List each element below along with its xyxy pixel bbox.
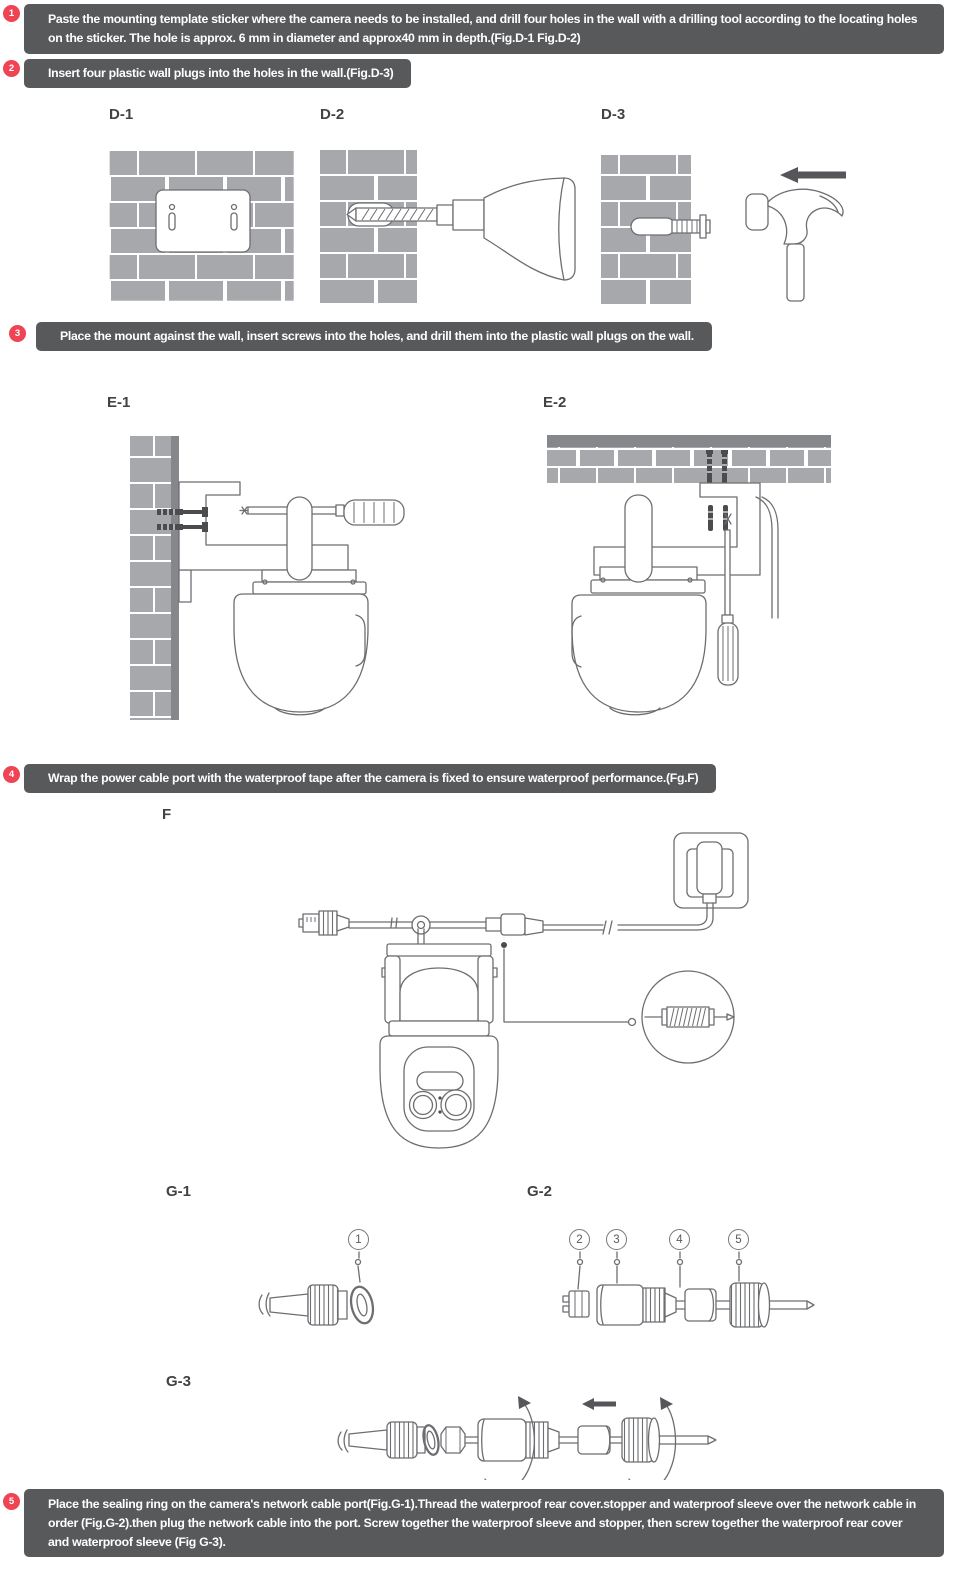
figure-d2-illustration [318, 148, 586, 313]
figure-label-g1: G-1 [166, 1183, 192, 1200]
rj45-connector-icon [299, 911, 349, 935]
sealing-ring-icon [348, 1285, 376, 1326]
step-1-badge: 1 [3, 5, 20, 22]
callout-1: 1 [348, 1229, 369, 1250]
figure-d1-illustration [109, 149, 295, 307]
callout-5: 5 [728, 1229, 749, 1250]
callout-3: 3 [606, 1229, 627, 1250]
camera-icon [380, 944, 498, 1148]
mount-hinge-pill [287, 497, 312, 580]
figure-label-e1: E-1 [107, 394, 131, 411]
figure-label-d1: D-1 [109, 106, 134, 123]
mount-plate-tail [179, 570, 191, 602]
hammer-icon [746, 189, 843, 301]
figure-e1-illustration [125, 430, 415, 725]
step-1-instruction: Paste the mounting template sticker where the camera needs to be installed, and drill four holes in the wall with a drilling tool according to the locating holes on the sticker. The hole is approx. 6 mm in diameter and approx40 mm in depth.(Fig.D-1 Fig.D-2) [24, 4, 944, 54]
stopper-icon [578, 1426, 610, 1454]
step-5-instruction: Place the sealing ring on the camera's network cable port(Fig.G-1).Thread the waterproof rear cover.stopper and waterproof sleeve over the network cable in order (Fig.G-2).then plug the network cable into the port. Screw together the waterproof sleeve and stopper, then screw together the waterproof rear cover and waterproof sleeve (Fig G-3). [24, 1489, 944, 1557]
brick-ceiling [547, 447, 831, 483]
arrow-left-icon [780, 167, 846, 183]
power-outlet-icon [674, 833, 748, 908]
callout-leader-line [356, 1252, 361, 1282]
figure-label-d3: D-3 [601, 106, 626, 123]
camera-mount-bracket [594, 483, 760, 575]
wall-plug-icon [631, 215, 710, 238]
ceiling-edge [547, 435, 831, 447]
callout-4: 4 [669, 1229, 690, 1250]
step-3-instruction: Place the mount against the wall, insert screws into the holes, and drill them into the plastic wall plugs on the wall. [36, 322, 712, 351]
waterproof-tape-detail [501, 942, 734, 1063]
figure-label-e2: E-2 [543, 394, 567, 411]
waterproof-rear-cover-icon [597, 1285, 676, 1325]
mount-hinge-pill [625, 495, 652, 582]
step-5-badge: 5 [3, 1493, 20, 1510]
callout-leader-lines [578, 1252, 742, 1289]
camera-pigtail-cable [349, 914, 543, 944]
figure-f-illustration [290, 825, 750, 1160]
brick-wall [130, 436, 171, 720]
waterproof-sleeve-icon [622, 1418, 660, 1462]
network-cable-tail [659, 1436, 716, 1444]
camera-light-bar [417, 1072, 463, 1090]
screwdriver-icon [240, 500, 404, 525]
mounting-template-sticker [156, 190, 250, 252]
step-4-instruction: Wrap the power cable port with the waterproof tape after the camera is fixed to ensure waterproof performance.(Fg.F) [24, 764, 716, 793]
network-cable-connector [338, 1422, 425, 1458]
step-4-badge: 4 [3, 766, 20, 783]
camera-icon [572, 567, 706, 715]
arrow-left-icon [582, 1398, 616, 1410]
figure-label-g3: G-3 [166, 1373, 192, 1390]
waterproof-rear-cover-icon [478, 1419, 559, 1461]
wall-edge [171, 436, 179, 720]
screwdriver-icon [718, 514, 738, 685]
step-2-instruction: Insert four plastic wall plugs into the holes in the wall.(Fig.D-3) [24, 59, 411, 88]
mounting-screws [708, 505, 728, 531]
figure-label-d2: D-2 [320, 106, 345, 123]
figure-label-f: F [162, 806, 172, 823]
rj45-plug-icon [563, 1291, 589, 1317]
step-3-badge: 3 [9, 325, 26, 342]
figure-e2-illustration [540, 430, 840, 725]
callout-2: 2 [569, 1229, 590, 1250]
figure-label-g2: G-2 [527, 1183, 553, 1200]
waterproof-sleeve-icon [730, 1283, 770, 1327]
rj45-plug-icon [441, 1427, 465, 1453]
stopper-icon [685, 1289, 716, 1321]
step-2-badge: 2 [3, 60, 20, 77]
figure-d3-illustration [590, 148, 870, 315]
network-cable-connector [259, 1285, 347, 1325]
figure-g1-illustration [250, 1225, 400, 1335]
camera-icon [234, 570, 368, 715]
figure-g3-illustration [330, 1395, 720, 1485]
